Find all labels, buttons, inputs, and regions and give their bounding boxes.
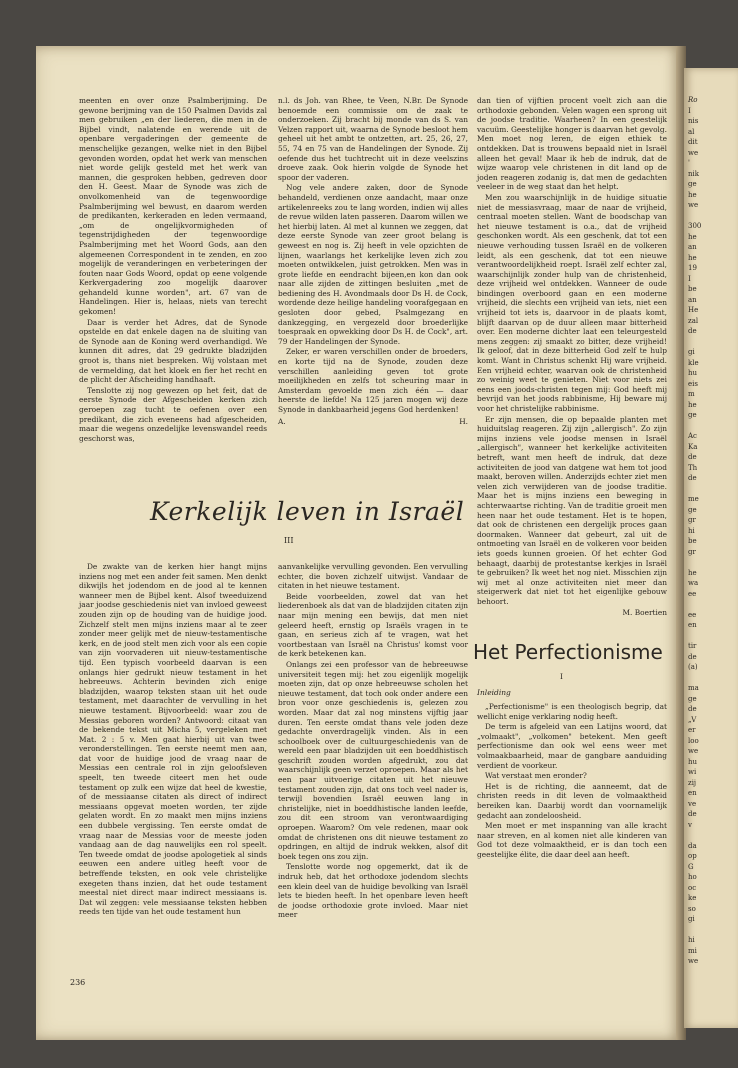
paragraph: De zwakte van de kerken hier hangt mijns inziens nog met een ander feit samen. Men denkt dikwijls het jodendom en de jood al te kennen wanneer men de Bijbel kent. Alsof tweeduizend jaar joodse geschiedenis niet van invloed geweest zouden zijn op de houding van de huidige jood. Zichzelf stelt men mijns inziens maar al te zeer zonder meer gelijk met de nieuw-testamentische kerk, en de jood stelt men zich voor als een copie van zijn voorvaderen uit nieuw-testamentische tijd. Een typisch voorbeeld daarvan is een onlangs hier gedrukt nieuw testament in het hebreeuws. Achterin bevinden zich enige bladzijden, waarop teksten staan uit het oude testament, met daarachter de vervulling in het nieuwe testament. Bijvoorbeeld: waar zou de Messias geboren worden? Antwoord: citaat van de bekende tekst uit Micha 5, vergeleken met Mat. 2 : 5 v. Men gaat hierbij uit van twee veronderstellingen. Ten eerste neemt men aan, dat voor de huidige jood de vraag naar de Messias een centrale rol in zijn geloofsleven speelt, ten tweede citeert men het oude testament op zulk een wijze dat heel de kwestie, of de messiaanse citaten als direct of indirect messiaans opgevat moeten worden, ter zijde gelaten wordt. En zo maakt men mijns inziens een dubbele vergissing. Ten eerste omdat de vraag naar de Messias voor de meeste joden vandaag aan de dag nauwelijks een rol speelt. Ten tweede omdat de joodse apologetiek al sinds eeuwen een andere uitleg heeft voor de betreffende teksten, en ook vele christelijke exegeten thans inzien, dat het oude testament meestal niet direct maar indirect messiaans is. Dat wil zeggen: vele messiaanse teksten hebben reeds ten tijde van het oude testament hun (79, 562, 267, 917)
perf-section-heading: Inleiding (477, 688, 511, 697)
next-page-fragment: v (688, 820, 692, 829)
paragraph: Het is de richting, die aanneemt, dat de christen reeds in dit leven de volmaaktheid bereiken kan. Daarbij wordt dan voornamelijk gedacht aan zondeloosheid. (477, 781, 667, 820)
next-page-fragment: He (688, 306, 699, 314)
signature-left: A. (278, 416, 286, 426)
next-page-fragment: Ac (688, 432, 697, 440)
next-page-fragment: me (688, 495, 699, 503)
next-page-fragment: oc (688, 883, 697, 892)
next-page-fragment: hi (688, 936, 695, 944)
paragraph: Er zijn mensen, die op bepaalde planten met huiduitslag reageren. Zij zijn „allergisch". Zo zijn mijns inziens vele joodse mensen in Israël „allergisch", wanneer het kerkelijke activiteiten betreft, want men heeft de indruk, dat deze activiteiten de jood van datgene wat hem tot jood maakt, beroven willen. Anderzijds echter ziet men velen zich verwijderen van de joodse traditie. Maar het is mijns inziens een beweging in achterwaartse richting. Van de traditie groeit men heen naar het oude testament. Het is te hopen, dat ook de christenen een dergelijk proces gaan doormaken. Wanneer dat gebeurt, zal uit de ontmoeting van Israël en de volkeren voor beiden iets goeds kunnen groeien. Of het echter God behaagt, daarbij de protestantse kerkjes in Israël te gebruiken? Ik weet het nog niet. Misschien zijn wij met al onze activiteiten niet meer dan steigerwerk dat niet tot het eigenlijke gebouw behoort. (477, 414, 667, 606)
next-page-fragment: dit (688, 138, 698, 146)
signature-right: H. (459, 416, 468, 426)
article-title-perfectionisme: Het Perfectionisme (473, 640, 663, 664)
next-page-fragment: I (688, 274, 691, 283)
kerk-column-1 (79, 562, 267, 918)
next-page-fragment: (a) (688, 663, 698, 671)
next-page-fragment: we (688, 957, 699, 965)
next-page-fragment: gr (688, 547, 696, 556)
next-page-fragment: I (688, 106, 691, 115)
article-title-kerkelijk-leven: Kerkelijk leven in Israël (150, 497, 465, 526)
next-page-fragment: an (688, 295, 697, 304)
paragraph: De term is afgeleid van een Latijns woord, dat „volmaakt", „volkomen" betekent. Men geeft perfectionisme dan ook wel eens weer met volmaakbaarheid, maar de gangbare aanduiding verdient de voorkeur. (477, 722, 667, 770)
next-page-fragment: G (688, 862, 694, 871)
next-page-fragment: de (688, 652, 697, 661)
next-page-fragment: 19 (688, 264, 697, 272)
next-page-fragment: be (688, 285, 697, 293)
signature-row (278, 417, 468, 427)
paragraph: Nog vele andere zaken, door de Synode behandeld, verdienen onze aandacht, maar onze artikelenreeks zou te lang worden, indien wij alles de revue wilden laten passeren. Daarom willen we het hierbij laten. Al met al kunnen we zeggen, dat deze eerste Synode van zeer groot belang is geweest en nog is. Zij heeft in vele opzichten de lijnen, waarlangs het kerkelijke leven zich zou moeten ontwikkelen, juist getrokken. Men was in grote liefde en eendracht bijeen,en kon dan ook naar alle zijden de zittingen besluiten „met de bediening des H. Avondmaals door Ds H. de Cock, wordende deze heilige handeling voorafgegaan en gesloten door gebed, Psalmgezang en dankzegging, en vergezeld door broederlijke toespraak en opwekking door Ds H. de Cock", art. 79 der Handelingen der Synode. (278, 183, 468, 346)
next-page-fragment: loo (688, 736, 699, 745)
next-page-fragment: wi (688, 768, 697, 776)
page-number: 236 (70, 978, 86, 987)
paragraph: Daar is verder het Adres, dat de Synode opstelde en dat enkele dagen na de sluiting van de Synode aan de Koning werd overhandigd. We kunnen dit adres, dat 29 gedrukte bladzijden groot is, thans niet bespreken. Wij volstaan met de vermelding, dat het kloek en fier het recht en de plicht der Afscheiding handhaaft. (79, 317, 267, 385)
article-right-column (477, 96, 667, 618)
next-page-fragment: Th (688, 463, 698, 472)
next-page-fragment: he (688, 232, 697, 241)
next-page-fragment: al (688, 127, 695, 136)
next-page-fragment: er (688, 726, 696, 734)
article-part-number: III (284, 536, 294, 545)
paragraph: Men moet er met inspanning van alle kracht naar streven, en al komen niet alle kinderen van God tot deze volmaaktheid, er is dan toch een geestelijke élite, die daar deel aan heeft. (477, 821, 667, 859)
next-page-fragment: de (688, 705, 697, 713)
next-page-fragment: eis (688, 379, 698, 388)
next-page-fragment: nik (688, 169, 699, 178)
paragraph: Tenslotte worde nog opgemerkt, dat ik de indruk heb, dat het orthodoxe jodendom slechts een klein deel van de huidige bevolking van Israël lets te bieden heeft. In het openbare leven heeft de joodse orthodoxie grote invloed. Maar niet meer (278, 862, 468, 920)
paragraph: Tenslotte zij nog gewezen op het feit, dat de eerste Synode der Afgescheiden kerken zich geroepen zag tucht te oefenen over een predikant, die zich eveneens had afgescheiden, maar die wegens onzedelijke levenswandel reeds geschorst was, (79, 385, 267, 443)
next-page-fragment: ma (688, 684, 699, 692)
next-page-fragment: kle (688, 358, 699, 367)
next-page-fragment: gi (688, 915, 695, 923)
next-page-fragment: gi (688, 348, 695, 356)
paragraph: „Perfectionisme" is een theologisch begrip, dat wellicht enige verklaring nodig heeft. (477, 702, 667, 721)
next-page-fragment: he (688, 568, 697, 577)
next-page-fragment: m (688, 390, 695, 398)
paragraph: dan tien of vijftien procent voelt zich aan die orthodoxie gebonden. Velen wagen een sprong uit de joodse traditie. Waarheen? In een geestelijk vacuüm. Geestelijke honger is daarvan het gevolg. Men moet nog leren, de eigen ethiek te ontdekken. Dat is trouwens bepaald niet in Israël alleen het geval! Maar ik heb de indruk, dat de wijze waarop vele christenen in dit land op de joden reageren zodanig is, dat men de gedachten veeleer in de weg staat dan het helpt. (477, 96, 667, 192)
next-page-fragment: an (688, 243, 697, 251)
next-page-fragment: en (688, 789, 697, 797)
next-page-fragment: ho (688, 873, 697, 881)
next-page-fragment: ee (688, 589, 697, 598)
next-page-fragment: ge (688, 505, 697, 514)
paragraph: Men zou waarschijnlijk in de huidige situatie niet de messiasvraag, maar de naar de vrijheid, centraal moeten stellen. Want de boodschap van het nieuwe testament is o.a., dat de vrijheid geschonken wordt. Als een geschenk, dat tot een nieuwe verhouding tussen Israël en de volkeren leidt, als een geschenk, dat tot een nieuwe verantwoordelijkheid roept. Israël zelf echter zal, waarschijnlijk zonder hulp van de christenheid, deze vrijheid wel ontdekken. Wanneer de oude bindingen overboord gaan en een moderne vrijheid, die slechts een vrijheid van iets, niet een vrijheid tot iets is, daarvoor in de plaats komt, blijft daarvan op de duur alleen maar bitterheid over. Een moderne dichter laat een teleurgesteld mens zeggen: zij smaakt zo bitter, deze vrijheid! Ik geloof, dat in deze bitterheid God zelf te hulp komt. Want in Christus schenkt Hij ware vrijheid. Een vrijheid echter, waarvan ook de christenheid zo weinig weet te genieten. Niet voor niets zei eens een joods-christen tegen mij: God heeft mij bevrijd van het joods rabbinisme, Hij beware mij voor het christelijke rabbinisme. (477, 192, 667, 413)
paragraph: aanvankelijke vervulling gevonden. Een vervulling echter, die boven zichzelf uitwijst. Vandaar de citaten in het nieuwe testament. (278, 562, 468, 591)
next-page-fragment: de (688, 453, 697, 461)
next-page-fragment: ge (688, 180, 697, 188)
next-page-fragment: he (688, 400, 697, 409)
next-page-fragment: wa (688, 579, 699, 587)
next-page-fragment: ee (688, 610, 697, 619)
paragraph: n.l. ds Joh. van Rhee, te Veen, N.Br. De Synode benoemde een commissie om de zaak te onderzoeken. Zij bracht bij monde van ds S. van Velzen rapport uit, waarna de Synode besloot hem geheel uit het ambt te ontzetten, art. 25, 26, 27, 55, 74 en 75 van de Handelingen der Synode. Zij oefende dus het tuchtrecht uit in deze veelszins droeve zaak. Ook hierin volgde de Synode het spoor der vaderen. (278, 96, 468, 182)
next-page-fragment: Ka (688, 442, 698, 451)
next-page-fragment: ge (688, 694, 697, 703)
paragraph: meenten en over onze Psalmberijming. De gewone berijming van de 150 Psalmen Davids zal men gebruiken „en der liederen, die men in de Bijbel vindt, nalatende en werende uit de openbare vergaderingen der gemeente de menschelijke gezangen, welke niet in den Bijbel gevonden worden, opdat het werk van menschen niet worde gelijk gesteld met het werk van mannen, die gesproken hebben, gedreven door den H. Geest. Maar de Synode was zich de onvolkomenheid van de tegenwoordige Psalmberijming wel bewust, en daarom werden de predikanten, kerkeraden en leden vermaand, „om de ongelijkvormigheden of tegenstrijdigheden der tegenwoordige Psalmberijming met het Woord Gods, aan den algemeenen Correspondent in te zenden, en zoo mogelijk de veranderingen en verbeteringen der fouten naar Gods Woord, opdat op eene volgende Kerkvergadering zoo mogelijk daarover gehandeld kunne worden", art. 67 van de Handelingen. Hier is, helaas, niets van terecht gekomen! (79, 96, 267, 317)
paragraph: Beide voorbeelden, zowel dat van het liederenboek als dat van de bladzijden citaten zijn naar mijn mening een bewijs, dat men niet geleerd heeft, ernstig op Israëls vragen in te gaan, en serieus zich af te vragen, wat het voortbestaan van Israël na Christus' komst voor de kerk betekenen kan. (278, 591, 468, 659)
next-page-fragment: en (688, 621, 697, 629)
paragraph: Zeker, er waren verschillen onder de broeders, en korte tijd na de Synode, zouden deze verschillen aanleiding geven tot grote moeilijkheden en zelfs tot scheuring maar in Amsterdam gevoelde men zich één — daar heerste de liefde! Na 125 jaren mogen wij deze Synode in dankbaarheid jegens God herdenken! (278, 347, 468, 414)
next-page-fragment: Ro (688, 96, 698, 104)
next-page-fragment: ke (688, 894, 697, 902)
next-page-fragment: 300 (688, 222, 702, 230)
next-page-fragment: ge (688, 411, 697, 419)
next-page-fragment: ve (688, 799, 697, 808)
article-top-middle-column (278, 96, 468, 426)
next-page-fragment: zij (688, 778, 697, 787)
next-page-fragment: so (688, 904, 696, 913)
perf-part-number: I (560, 672, 563, 681)
kerk-column-2 (278, 562, 468, 921)
next-page-fragment: „V (688, 715, 697, 724)
next-page-fragment: nis (688, 117, 699, 125)
next-page-fragment: we (688, 747, 699, 755)
next-page-fragment: hi (688, 526, 695, 535)
perf-column (477, 702, 667, 861)
next-page-fragment: op (688, 852, 697, 860)
paragraph: Wat verstaat men eronder? (485, 771, 587, 781)
next-page-fragment: gr (688, 516, 696, 524)
next-page-fragment: tir (688, 642, 697, 650)
next-page-fragment: zal (688, 316, 699, 325)
next-page-fragment: hu (688, 369, 698, 377)
next-page-fragment: ' (688, 159, 690, 167)
next-page-fragment: de (688, 810, 697, 818)
next-page-fragment: he (688, 190, 697, 199)
next-page-fragment: be (688, 537, 697, 545)
next-page-fragment: da (688, 841, 697, 850)
signature-boertien: M. Boertien (622, 608, 667, 618)
next-page-fragment: hu (688, 757, 698, 766)
next-page-fragment: de (688, 327, 697, 335)
paragraph: Onlangs zei een professor van de hebreeuwse universiteit tegen mij: het zou eigenlijk mogelijk moeten zijn, dat op onze hebreeuwse scholen het nieuwe testament, dat toch ook onder andere een bron voor onze geschiedenis is, gelezen zou worden. Maar dat zal nog minstens vijftig jaar duren. Ten eerste omdat thans vele joden deze gedachte onverdragelijk vinden. Als in een schoolboek over de cultuurgeschiedenis van de wereld een paar bladzijden uit een boeddhistisch geschrift zouden worden afgedrukt, zou dat waarschijnlijk geen verzet oproepen. Maar als het een paar uitvoerige citaten uit het nieuwe testament zouden zijn, dat ons toch veel nader is, terwijl bovendien Israël eeuwen lang in christelijke, niet in boeddhistische landen leefde, zou dit een stroom van verontwaardiging oproepen. Waarom? Om vele redenen, maar ook omdat de christenen ons dit nieuwe testament zo opdringen, en altijd de indruk wekken, alsof dit boek tegen ons zou zijn. (278, 659, 468, 861)
next-page-fragment: we (688, 148, 699, 157)
article-top-left-column (79, 96, 267, 444)
next-page-fragment: mi (688, 946, 697, 955)
next-page-fragment: de (688, 474, 697, 482)
next-page-edge (684, 68, 738, 1028)
next-page-fragment: he (688, 253, 697, 262)
next-page-fragment: we (688, 201, 699, 209)
